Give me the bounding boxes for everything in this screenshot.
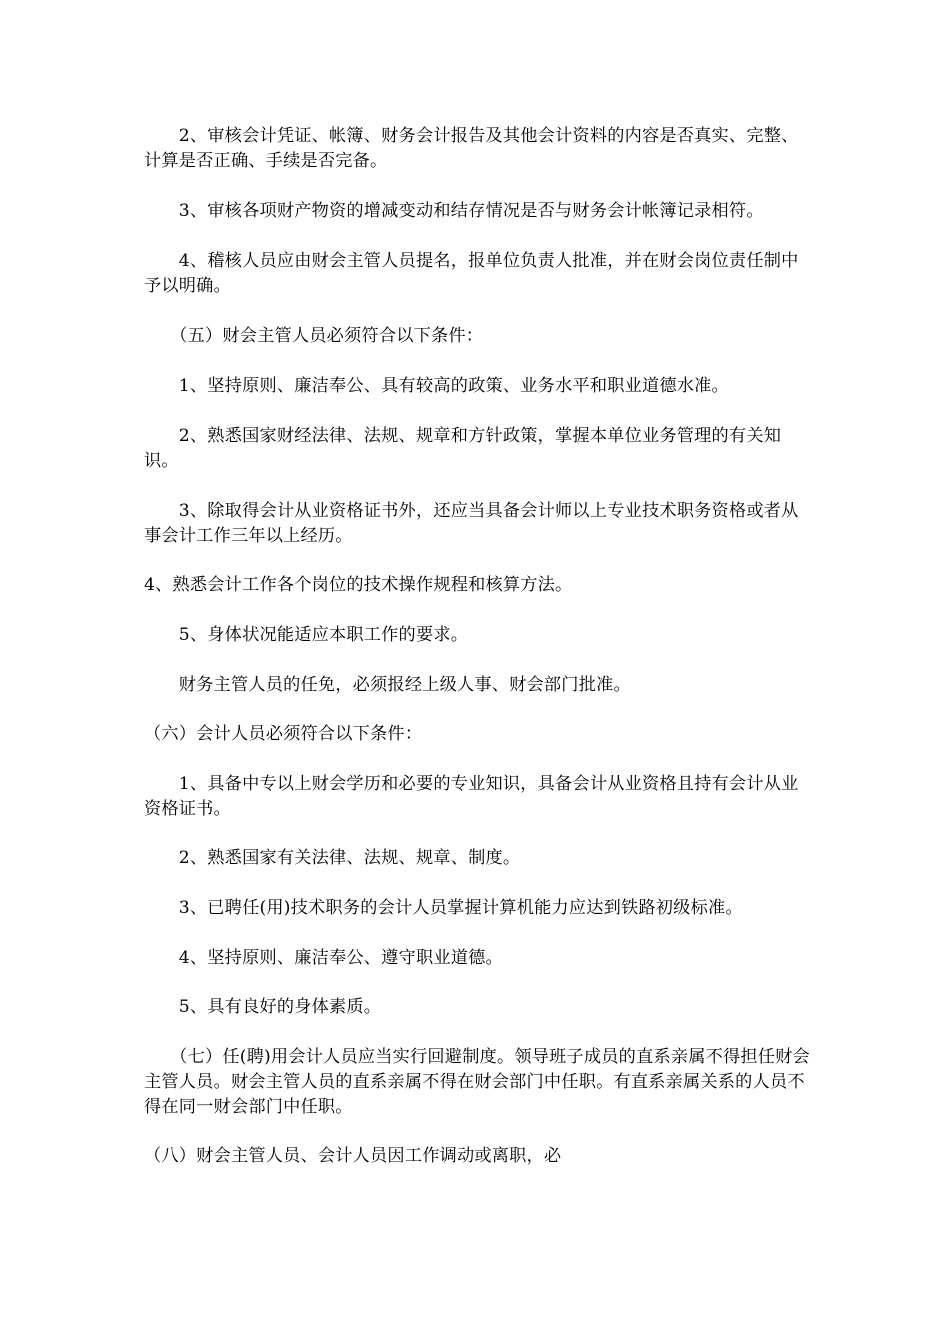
section-paragraph-8-transfer: （八）财会主管人员、会计人员因工作调动或离职，必 xyxy=(144,1146,562,1166)
paragraph-accountant-condition-2: 2、熟悉国家有关法律、法规、规章、制度。 xyxy=(144,848,521,868)
paragraph-auditor-appointment: 4、稽核人员应由财会主管人员提名，报单位负责人批准，并在财会岗位责任制中予以明确。 xyxy=(144,251,799,296)
paragraph-supervisor-condition-4: 4、熟悉会计工作各个岗位的技术操作规程和核算方法。 xyxy=(144,575,573,595)
paragraph-accountant-condition-4: 4、坚持原则、廉洁奉公、遵守职业道德。 xyxy=(144,948,503,968)
paragraph-supervisor-condition-2: 2、熟悉国家财经法律、法规、规章和方针政策，掌握本单位业务管理的有关知识。 xyxy=(144,426,782,471)
paragraph-supervisor-condition-5: 5、身体状况能适应本职工作的要求。 xyxy=(144,625,469,645)
section-paragraph-7-recusal: （七）任(聘)用会计人员应当实行回避制度。领导班子成员的直系亲属不得担任财会主管人员。财会主管人员的直系亲属不得在财会部门中任职。有直系亲属关系的人员不得在同一财会部门中任职。 xyxy=(144,1047,810,1117)
paragraph-accountant-condition-1: 1、具备中专以上财会学历和必要的专业知识，具备会计从业资格且持有会计从业资格证书。 xyxy=(144,774,799,819)
paragraph-audit-assets: 3、审核各项财产物资的增减变动和结存情况是否与财务会计帐簿记录相符。 xyxy=(144,201,764,221)
paragraph-audit-vouchers: 2、审核会计凭证、帐簿、财务会计报告及其他会计资料的内容是否真实、完整、计算是否正确、手续是否完备。 xyxy=(144,126,799,171)
paragraph-supervisor-condition-3: 3、除取得会计从业资格证书外，还应当具备会计师以上专业技术职务资格或者从事会计工作三年以上经历。 xyxy=(144,501,799,546)
paragraph-accountant-condition-3: 3、已聘任(用)技术职务的会计人员掌握计算机能力应达到铁路初级标准。 xyxy=(144,898,743,918)
section-heading-6: （六）会计人员必须符合以下条件： xyxy=(144,724,423,744)
section-heading-5: （五）财会主管人员必须符合以下条件： xyxy=(144,326,484,346)
paragraph-accountant-condition-5: 5、具有良好的身体素质。 xyxy=(144,997,382,1017)
paragraph-supervisor-condition-1: 1、坚持原则、廉洁奉公、具有较高的政策、业务水平和职业道德水准。 xyxy=(144,376,729,396)
paragraph-supervisor-appointment: 财务主管人员的任免，必须报经上级人事、财会部门批准。 xyxy=(144,675,631,695)
